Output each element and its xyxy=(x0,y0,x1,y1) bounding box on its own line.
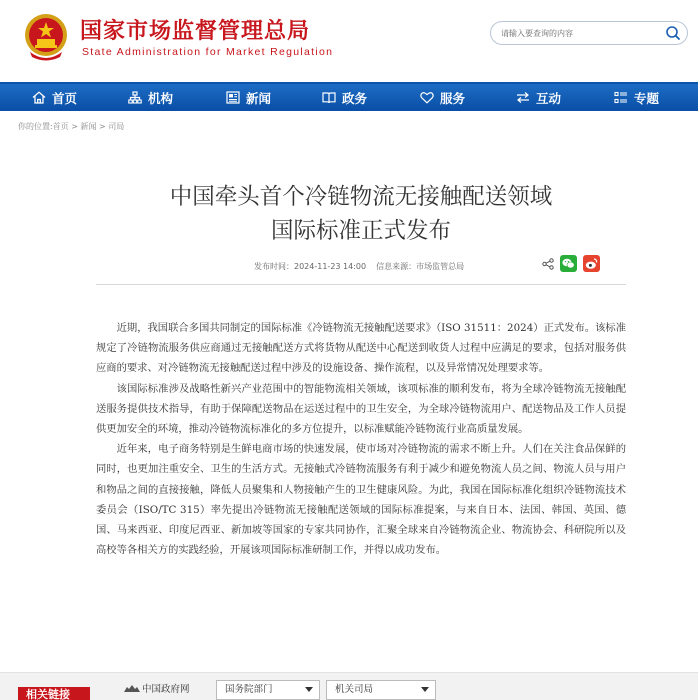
gov-website-link[interactable] xyxy=(124,681,190,695)
search-input[interactable] xyxy=(501,25,661,41)
national-emblem-icon[interactable] xyxy=(22,12,70,62)
share-icon[interactable] xyxy=(542,258,554,270)
article-paragraph: 近期，我国联合多国共同制定的国际标准《冷链物流无接触配送要求》（ISO 31511：2024）正式发布。该标准规定了冷链物流服务供应商通过无接触配送方式将货物从配送中心配送到收货人过程中应满足的要求，包括对服务供应商的要求、对冷链物流无接触配送过程中涉及的设施设备、操作流程，以及异常情况处理要求等。 xyxy=(96,322,626,375)
related-links-label: 相关链接 xyxy=(18,687,90,700)
publish-time: 2024-11-23 14:00 xyxy=(294,262,367,271)
departments-select[interactable] xyxy=(326,680,436,700)
wechat-icon[interactable] xyxy=(560,255,577,272)
nav-label: 服务 xyxy=(440,90,466,106)
site-header xyxy=(0,0,698,82)
source-value: 市场监管总局 xyxy=(416,262,465,271)
book-icon xyxy=(322,91,336,104)
article-meta xyxy=(254,261,464,272)
home-icon xyxy=(32,91,46,104)
nav-item-interaction[interactable] xyxy=(516,84,561,111)
breadcrumb-separator: > xyxy=(96,122,109,131)
article-title xyxy=(96,180,626,248)
ministries-select[interactable] xyxy=(216,680,320,700)
great-wall-icon xyxy=(124,683,140,693)
chevron-down-icon xyxy=(421,687,429,692)
newspaper-icon xyxy=(226,91,240,104)
title-divider xyxy=(96,284,626,285)
breadcrumb-home[interactable]: 首页 xyxy=(52,122,69,131)
chevron-down-icon xyxy=(305,687,313,692)
ministries-select-value: 国务院部门 xyxy=(225,684,273,695)
nav-item-organization[interactable] xyxy=(128,84,173,111)
nav-item-news[interactable] xyxy=(226,84,271,111)
publish-label: 发布时间： xyxy=(254,262,294,271)
nav-label: 首页 xyxy=(52,90,78,106)
article-title-line: 国际标准正式发布 xyxy=(270,218,451,244)
article-title-line: 中国牵头首个冷链物流无接触配送领域 xyxy=(169,184,553,210)
site-title[interactable]: 国家市场监督管理总局 xyxy=(80,19,311,44)
nav-item-topics[interactable] xyxy=(614,84,659,111)
article-paragraph: 近年来，电子商务特别是生鲜电商市场的快速发展，使市场对冷链物流的需求不断上升。人们在关注食品保鲜的同时，也更加注重安全、卫生的生活方式。无接触式冷链物流服务有利于减少和避免物流人员之间、物流人员与用户和物品之间的直接接触，降低人员聚集和人物接触产生的卫生健康风险。为此，我国在国际标准化组织冷链物流技术委员会（ISO/TC 315）率先提出冷链物流无接触配送领域的国际标准提案，与来自日本、法国、韩国、英国、德国、马来西亚、印度尼西亚、新加坡等国家的专家共同协作，汇聚全球来自冷链物流企业、物流协会、科研院所以及高校等各相关方的实践经验，开展该项国际标准研制工作，并得以成功发布。 xyxy=(96,443,626,557)
nav-label: 机构 xyxy=(148,90,174,106)
gov-website-label: 中国政府网 xyxy=(142,684,190,695)
breadcrumb-separator: > xyxy=(68,122,81,131)
breadcrumb-prefix: 你的位置: xyxy=(18,122,53,131)
weibo-icon[interactable] xyxy=(583,255,600,272)
nav-label: 专题 xyxy=(634,90,660,106)
nav-label: 互动 xyxy=(536,90,562,106)
breadcrumb-news[interactable]: 新闻 xyxy=(80,122,97,131)
nav-label: 政务 xyxy=(342,90,368,106)
nav-item-services[interactable] xyxy=(420,84,465,111)
breadcrumb xyxy=(18,121,124,132)
article-body xyxy=(96,318,626,560)
share-bar xyxy=(536,255,600,272)
exchange-icon xyxy=(516,91,530,104)
departments-select-value: 机关司局 xyxy=(335,684,374,695)
nav-label: 新闻 xyxy=(246,90,272,106)
org-chart-icon xyxy=(128,91,142,104)
source-label: 信息来源： xyxy=(376,262,417,271)
nav-item-government-affairs[interactable] xyxy=(322,84,367,111)
heart-icon xyxy=(420,91,434,104)
site-subtitle: State Administration for Market Regulation xyxy=(82,46,334,58)
nav-item-home[interactable] xyxy=(32,84,77,111)
list-icon xyxy=(614,91,628,104)
search-box xyxy=(490,21,688,45)
main-nav xyxy=(0,82,698,111)
article-paragraph: 该国际标准涉及战略性新兴产业范围中的智能物流相关领域，该项标准的顺利发布，将为全球冷链物流无接触配送服务提供技术指导，有助于保障配送物品在运送过程中的卫生安全，为全球冷链物流用户、配送物品及工作人员提供更加安全的环境，推动冷链物流标准化的多方位提升，以标准赋能冷链物流行业高质量发展。 xyxy=(96,382,626,436)
breadcrumb-department[interactable]: 司局 xyxy=(108,122,125,131)
search-icon[interactable] xyxy=(665,25,681,41)
